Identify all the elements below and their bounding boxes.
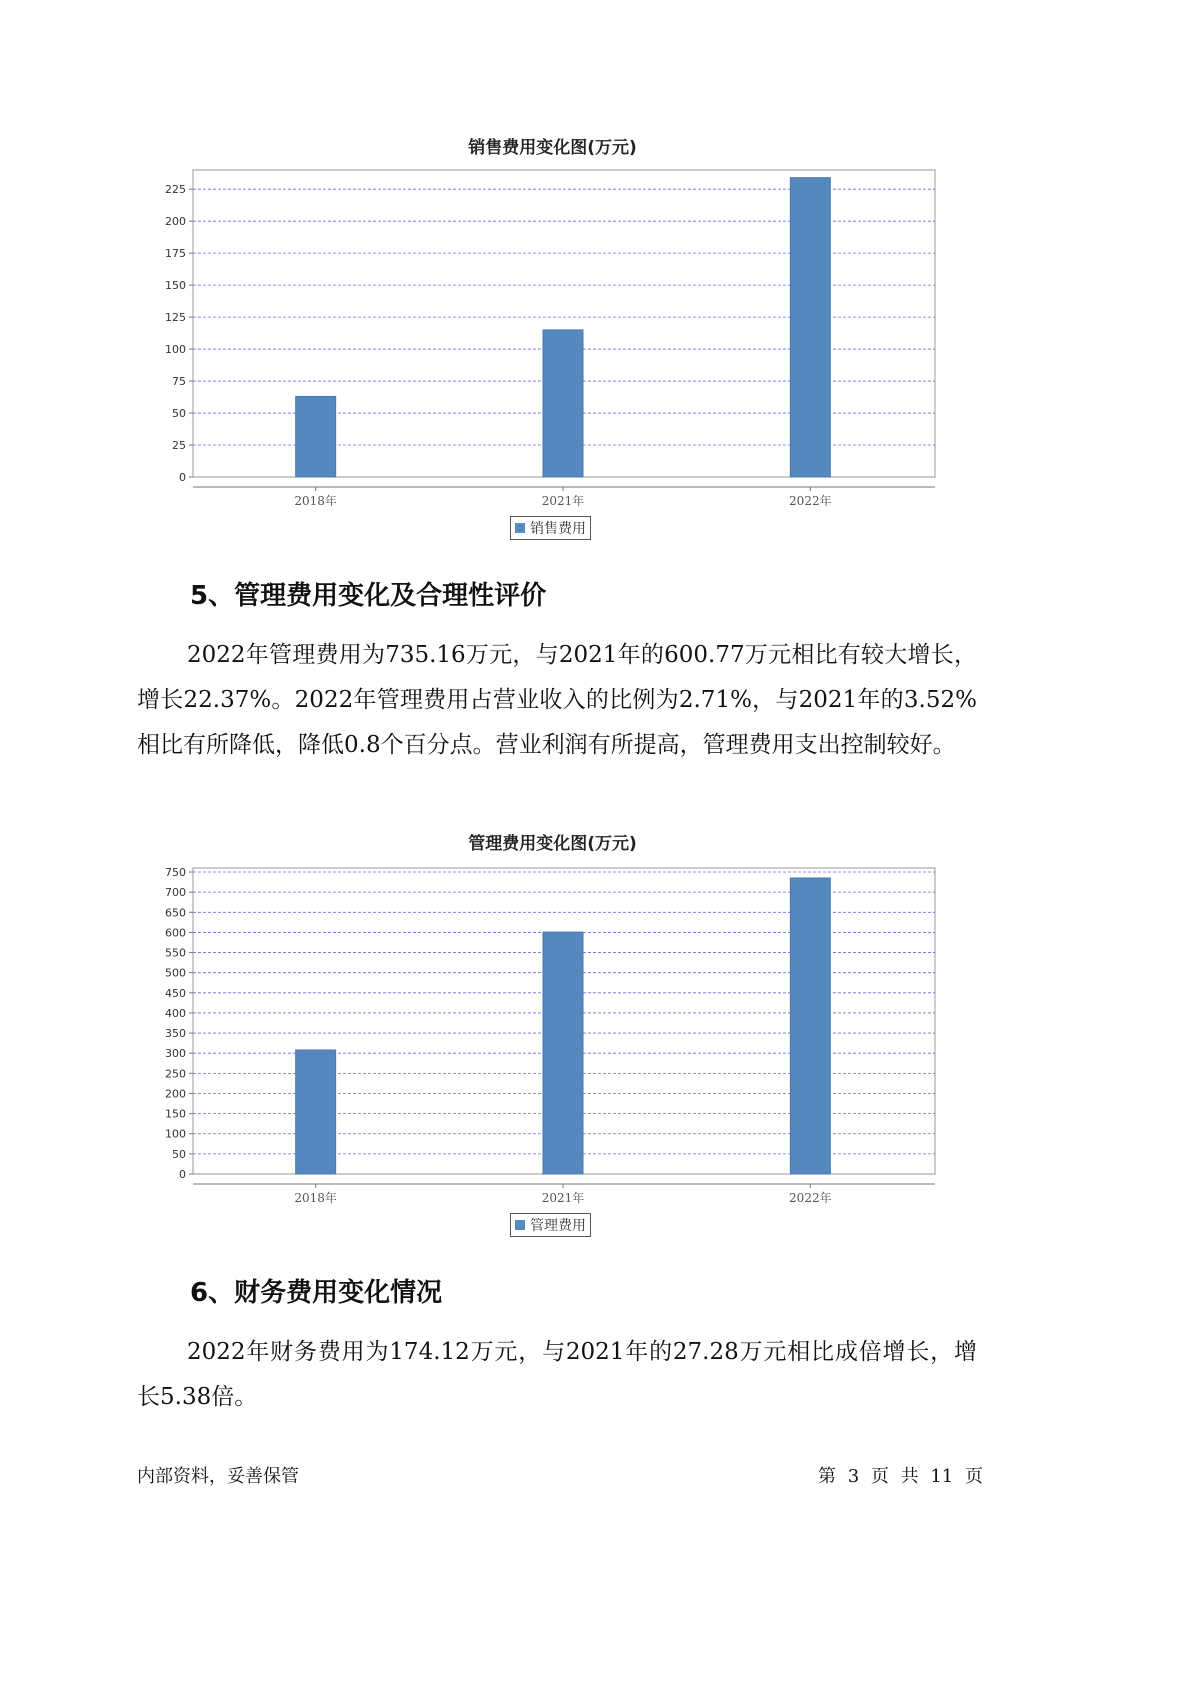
legend-swatch [515, 1220, 525, 1230]
y-tick-label: 250 [165, 1067, 186, 1081]
x-tick-label: 2022年 [789, 1191, 832, 1205]
y-tick-label: 50 [172, 407, 186, 421]
y-tick-label: 450 [165, 986, 186, 1000]
y-tick-label: 600 [165, 926, 186, 940]
admin-expense-chart-title: 管理费用变化图(万元) [468, 834, 637, 854]
y-tick-label: 225 [165, 183, 186, 197]
y-tick-label: 200 [165, 1087, 186, 1101]
y-tick-label: 700 [165, 886, 186, 900]
y-tick-label: 350 [165, 1027, 186, 1041]
admin-expense-chart [140, 860, 960, 1216]
section-6-heading: 6、财务费用变化情况 [190, 1278, 443, 1308]
admin-expense-legend [510, 1213, 591, 1237]
bar-2018年 [296, 396, 336, 477]
legend-swatch [515, 523, 525, 533]
y-tick-label: 0 [179, 1168, 186, 1181]
bar-2022年 [790, 178, 830, 477]
bar-2021年 [543, 330, 583, 477]
y-tick-label: 200 [165, 215, 186, 229]
y-tick-label: 650 [165, 906, 186, 920]
y-tick-label: 25 [172, 439, 186, 453]
sales-expense-legend [510, 516, 591, 540]
section-6-body: 2022年财务费用为174.12万元，与2021年的27.28万元相比成倍增长，增长5.38倍。 [137, 1339, 977, 1410]
y-tick-label: 300 [165, 1047, 186, 1061]
y-tick-label: 100 [165, 1127, 186, 1141]
y-tick-label: 400 [165, 1006, 186, 1020]
bar-2022年 [790, 878, 830, 1174]
x-tick-label: 2021年 [541, 1191, 585, 1205]
footer-page-number: 第 3 页 共 11 页 [818, 1466, 983, 1487]
y-tick-label: 125 [165, 311, 186, 325]
bar-2018年 [296, 1050, 336, 1174]
y-tick-label: 750 [165, 866, 186, 880]
footer-confidential: 内部资料，妥善保管 [137, 1466, 299, 1487]
y-tick-label: 100 [165, 343, 186, 357]
section-5-body: 2022年管理费用为735.16万元，与2021年的600.77万元相比有较大增长，增长22.37%。2022年管理费用占营业收入的比例为2.71%，与2021年的3.52%相比有所降低，降低0.8个百分点。营业利润有所提高，管理费用支出控制较好。 [137, 642, 977, 758]
x-tick-label: 2022年 [789, 494, 832, 508]
y-tick-label: 150 [165, 1107, 186, 1121]
y-tick-label: 150 [165, 279, 186, 293]
sales-expense-chart [140, 160, 960, 520]
y-tick-label: 500 [165, 966, 186, 980]
y-tick-label: 175 [165, 247, 186, 261]
sales-expense-chart-title: 销售费用变化图(万元) [468, 138, 637, 158]
y-tick-label: 50 [172, 1147, 186, 1161]
x-tick-label: 2018年 [294, 494, 337, 508]
legend-label: 管理费用 [530, 1218, 586, 1234]
x-tick-label: 2021年 [541, 494, 585, 508]
x-tick-label: 2018年 [294, 1191, 337, 1205]
y-tick-label: 550 [165, 946, 186, 960]
bar-2021年 [543, 932, 583, 1174]
legend-label: 销售费用 [530, 521, 586, 537]
y-tick-label: 75 [172, 375, 186, 389]
section-5-heading: 5、管理费用变化及合理性评价 [190, 581, 547, 611]
y-tick-label: 0 [179, 471, 186, 484]
